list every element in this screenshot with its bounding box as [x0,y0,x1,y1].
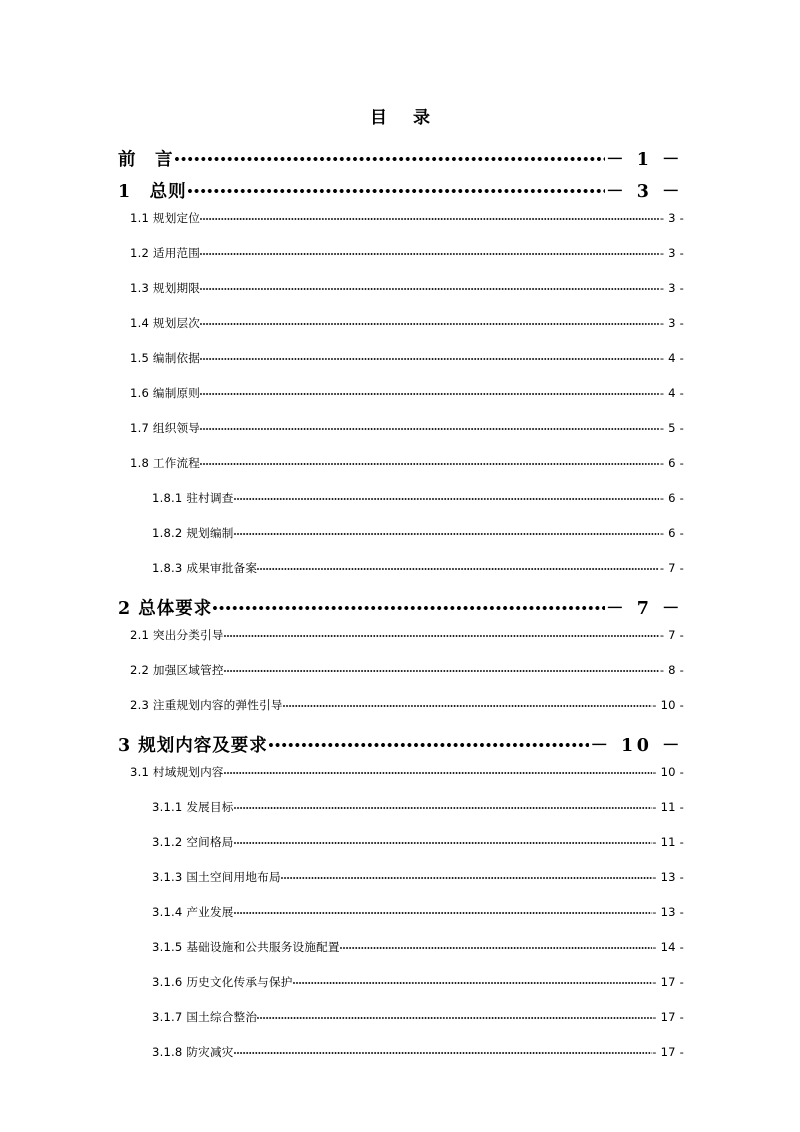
toc-entry[interactable] [116,627,684,662]
toc-entry-page-number: － 7 － [606,599,683,619]
toc-entry-page-number: - 17 - [652,975,684,989]
toc-entry-page-number: - 10 - [652,765,684,779]
toc-dot-leader [234,490,660,502]
toc-entry-label: 1.3 规划期限 [130,281,201,295]
toc-dot-leader [200,385,659,397]
toc-entry[interactable] [116,1009,684,1044]
toc-entry-label: 1.7 组织领导 [130,421,201,435]
toc-entry-label: 3.1.5 基础设施和公共服务设施配置 [152,940,340,954]
toc-entry[interactable] [116,764,684,799]
toc-entry-label: 前 言 [118,150,174,170]
toc-entry[interactable] [116,245,684,280]
toc-dot-leader [281,869,652,881]
toc-dot-leader [200,420,659,432]
toc-entry[interactable] [116,560,684,595]
toc-entry-label: 1.2 适用范围 [130,246,201,260]
toc-entry-label: 3.1.1 发展目标 [152,800,234,814]
toc-entry[interactable] [116,595,684,627]
toc-entry[interactable] [116,974,684,1009]
toc-entry-page-number: - 6 - [659,456,684,470]
toc-entry[interactable] [116,525,684,560]
toc-entry-label: 1.8.2 规划编制 [152,526,234,540]
toc-dot-leader [293,974,652,986]
toc-entry[interactable] [116,904,684,939]
toc-entry-page-number: － 10 － [590,736,683,756]
toc-entry-page-number: - 4 - [659,351,684,365]
toc-entry-page-number: - 13 - [652,905,684,919]
toc-entry-label: 2.2 加强区域管控 [130,663,224,677]
toc-entry[interactable] [116,1044,684,1079]
toc-entry-page-number: - 6 - [659,526,684,540]
toc-entry[interactable] [116,146,684,178]
toc-entry-page-number: - 4 - [659,386,684,400]
toc-dot-leader [283,697,652,709]
toc-entry[interactable] [116,420,684,455]
toc-entry-label: 3.1.6 历史文化传承与保护 [152,975,293,989]
toc-entry-label: 1.8.3 成果审批备案 [152,561,258,575]
toc-entry[interactable] [116,697,684,732]
toc-dot-leader [174,148,606,165]
toc-entry-label: 3.1.7 国土综合整治 [152,1010,258,1024]
toc-entry[interactable] [116,385,684,420]
toc-entry[interactable] [116,869,684,904]
toc-entry[interactable] [116,799,684,834]
toc-dot-leader [340,939,652,951]
toc-entry[interactable] [116,350,684,385]
toc-dot-leader [234,525,660,537]
toc-entry-page-number: - 17 - [652,1010,684,1024]
toc-entry-label: 3.1.8 防灾减灾 [152,1045,234,1059]
toc-entry[interactable] [116,834,684,869]
toc-entry-page-number: － 1 － [606,150,683,170]
toc-entry[interactable] [116,280,684,315]
toc-entry[interactable] [116,210,684,245]
toc-entry[interactable] [116,662,684,697]
toc-entry[interactable] [116,732,684,764]
toc-entry-page-number: - 7 - [659,628,684,642]
toc-dot-leader [224,662,660,674]
toc-dot-leader [257,560,659,572]
toc-entry-page-number: - 3 - [659,316,684,330]
toc-dot-leader [234,834,652,846]
toc-dot-leader [200,455,659,467]
toc-entry-label: 3 规划内容及要求 [118,736,268,756]
toc-entry[interactable] [116,455,684,490]
toc-entry-label: 2 总体要求 [118,599,213,619]
toc-dot-leader [234,799,652,811]
toc-entry-page-number: - 6 - [659,491,684,505]
page-title: 目 录 [370,108,440,128]
toc-entry-label: 3.1 村域规划内容 [130,765,224,779]
toc-entry-label: 1.8 工作流程 [130,456,201,470]
toc-entry-page-number: - 3 - [659,211,684,225]
toc-dot-leader [234,1044,652,1056]
toc-dot-leader [257,1009,652,1021]
toc-entry[interactable] [116,490,684,525]
toc-entry-label: 2.1 突出分类引导 [130,628,224,642]
toc-entry-page-number: - 5 - [659,421,684,435]
toc-entry-label: 3.1.4 产业发展 [152,905,234,919]
toc-entry-label: 2.3 注重规划内容的弹性引导 [130,698,283,712]
toc-dot-leader [200,210,659,222]
toc-entry[interactable] [116,315,684,350]
toc-entry-label: 1 总则 [118,182,187,202]
toc-entry-page-number: - 13 - [652,870,684,884]
toc-entry-page-number: - 17 - [652,1045,684,1059]
toc-entry[interactable] [116,178,684,210]
toc-entry-label: 3.1.3 国土空间用地布局 [152,870,281,884]
toc-entry-label: 3.1.2 空间格局 [152,835,234,849]
toc-entry-label: 1.5 编制依据 [130,351,201,365]
toc-dot-leader [234,904,652,916]
toc-entry-label: 1.8.1 驻村调查 [152,491,234,505]
toc-entry-label: 1.1 规划定位 [130,211,201,225]
toc-dot-leader [224,764,652,776]
table-of-contents [116,146,684,1079]
toc-entry-page-number: - 3 - [659,281,684,295]
toc-entry-page-number: - 14 - [652,940,684,954]
toc-dot-leader [268,734,590,751]
toc-entry-page-number: - 11 - [652,835,684,849]
toc-entry-page-number: － 3 － [606,182,683,202]
toc-dot-leader [212,597,605,614]
toc-dot-leader [200,315,659,327]
toc-dot-leader [200,245,659,257]
toc-dot-leader [200,280,659,292]
toc-entry[interactable] [116,939,684,974]
toc-dot-leader [200,350,659,362]
toc-entry-label: 1.6 编制原则 [130,386,201,400]
toc-dot-leader [224,627,660,639]
toc-entry-page-number: - 7 - [659,561,684,575]
toc-entry-page-number: - 3 - [659,246,684,260]
toc-entry-page-number: - 11 - [652,800,684,814]
toc-entry-page-number: - 8 - [659,663,684,677]
toc-dot-leader [187,180,605,197]
toc-entry-label: 1.4 规划层次 [130,316,201,330]
toc-entry-page-number: - 10 - [652,698,684,712]
